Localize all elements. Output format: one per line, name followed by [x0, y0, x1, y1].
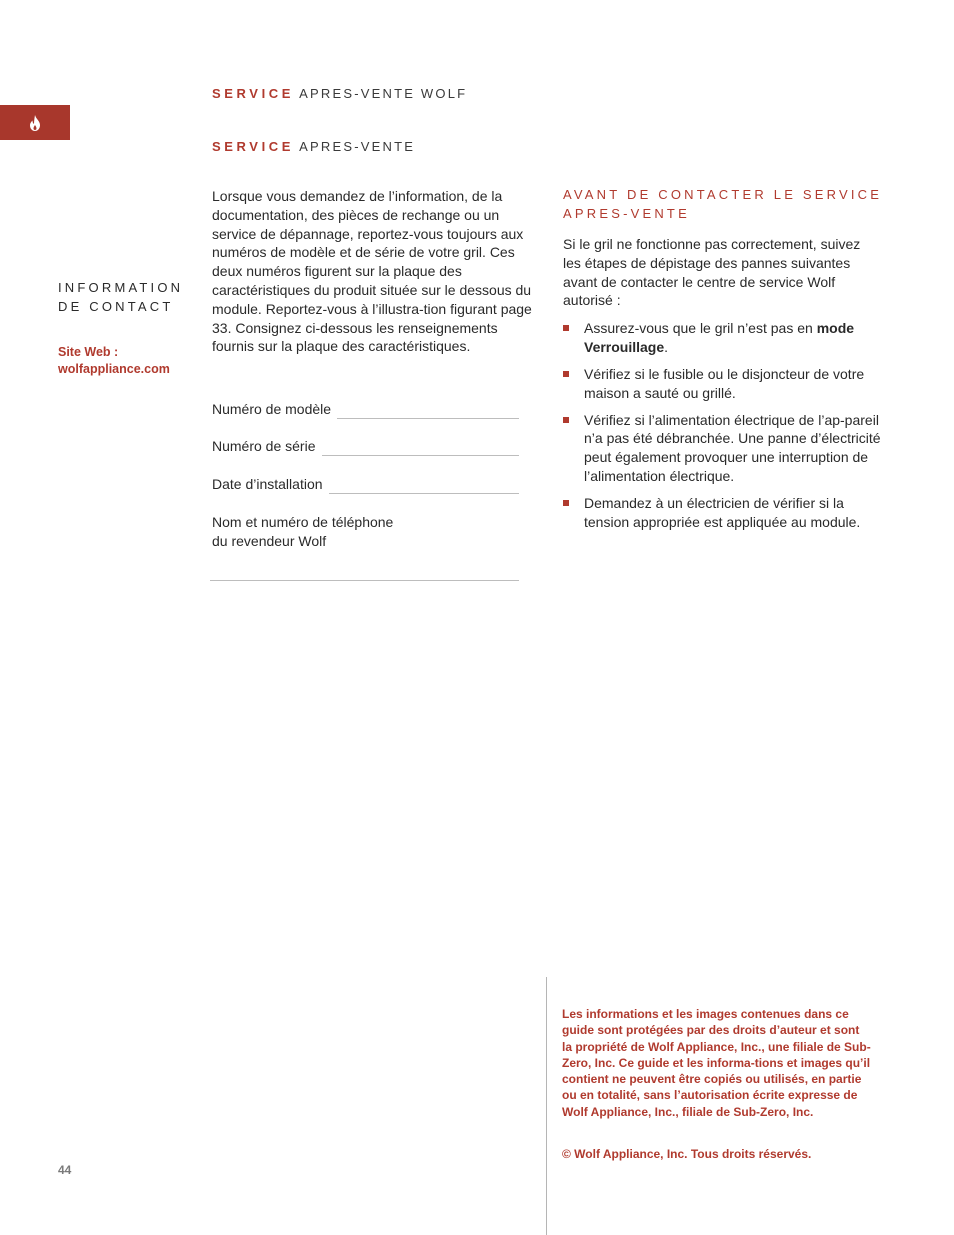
checklist-title-line1: AVANT DE CONTACTER LE SERVICE: [563, 187, 883, 202]
bullet1-text: Assurez-vous que le gril n’est pas en: [584, 320, 817, 336]
dealer-field-label: [212, 513, 393, 551]
sidebar-title-line2: DE CONTACT: [58, 299, 174, 314]
checklist-title: [563, 186, 882, 223]
model-number-line: [337, 406, 519, 419]
dealer-line[interactable]: [210, 580, 519, 581]
bullet1-end: .: [664, 338, 669, 355]
bullet-square-icon: [563, 325, 569, 331]
bullet1-bold: mode Verrouillage: [584, 320, 855, 355]
serial-number-field[interactable]: [212, 437, 519, 456]
serial-number-label: Numéro de série: [212, 438, 316, 454]
legal-notice: Les informations et les images contenues dans ce guide sont protégées par des droits d’auteur et sont la propriété de Wolf Appliance, Inc., une filiale de Sub-Zero, Inc. Ce guide et les informa-tions et images qu’il contient ne peuvent être copiés ou utilisés, en partie ou en totalité, sans l’autorisation écrite expresse de Wolf Appliance, Inc., filiale de Sub-Zero, Inc.: [562, 1007, 871, 1119]
sidebar-title: [58, 278, 183, 316]
header-rest: APRES-VENTE WOLF: [299, 86, 468, 101]
checklist-intro: Si le gril ne fonctionne pas correctement, suivez les étapes de dépistage des pannes suivantes avant de contacter le centre de service Wolf autorisé :: [563, 236, 861, 309]
footer-divider: [546, 977, 547, 1235]
website-label: Site Web :: [58, 345, 119, 359]
flame-icon: [29, 115, 41, 131]
bullet-square-icon: [563, 417, 569, 423]
bullet2-text: Vérifiez si le fusible ou le disjoncteur de votre maison a sauté ou grillé.: [584, 365, 865, 401]
install-date-field[interactable]: [212, 475, 519, 494]
section-heading-rest: APRES-VENTE: [299, 139, 416, 154]
serial-number-line: [322, 443, 520, 456]
section-tab: [0, 105, 70, 140]
checklist-title-line2: APRES-VENTE: [563, 205, 690, 221]
website-link[interactable]: wolfappliance.com: [58, 362, 170, 376]
intro-paragraph: Lorsque vous demandez de l’information, de la documentation, des pièces de rechange ou un service de dépannage, reportez-vous toujours aux numéros de modèle et de série de votre gril. Ces deux numéros figurent sur la plaque des caractéristiques du produit située sur le dessous du module. Reportez-vous à l’illustra-tion figurant page 33. Consignez ci-dessous les renseignements fournis sur la plaque des caractéristiques.: [212, 188, 532, 355]
bullet-square-icon: [563, 371, 569, 377]
model-number-label: Numéro de modèle: [212, 401, 332, 417]
install-date-line: [329, 481, 519, 494]
running-header: [212, 86, 467, 101]
dealer-label-line2: du revendeur Wolf: [212, 533, 327, 549]
bullet3-text: Vérifiez si l’alimentation électrique de l’ap-pareil n’a pas été débranchée. Une panne d’électricité peut également provoquer une interruption de l’alimentation électrique.: [584, 411, 881, 484]
list-item: [563, 411, 881, 486]
checklist: [563, 319, 881, 540]
model-number-field[interactable]: [212, 400, 519, 419]
header-bold: SERVICE: [212, 86, 295, 101]
bullet-square-icon: [563, 500, 569, 506]
install-date-label: Date d’installation: [212, 476, 323, 492]
list-item: [563, 319, 881, 357]
list-item: [563, 494, 881, 532]
section-heading: [212, 139, 415, 154]
page-number: 44: [58, 1163, 72, 1177]
section-heading-bold: SERVICE: [212, 139, 295, 154]
dealer-label-line1: Nom et numéro de téléphone: [212, 514, 394, 530]
sidebar-website: [58, 344, 170, 378]
copyright-notice: © Wolf Appliance, Inc. Tous droits réservés.: [562, 1147, 812, 1161]
sidebar-title-line1: INFORMATION: [58, 280, 184, 295]
bullet4-text: Demandez à un électricien de vérifier si la tension appropriée est appliquée au module.: [584, 494, 861, 530]
list-item: [563, 365, 881, 403]
